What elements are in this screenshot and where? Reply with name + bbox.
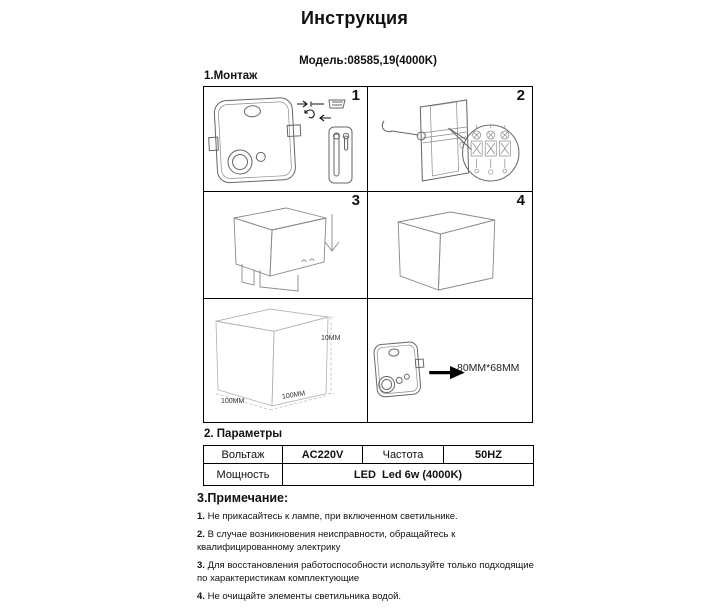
plate-size-panel xyxy=(368,299,532,422)
note-item-2 xyxy=(197,528,542,554)
wiring-terminal-icon xyxy=(368,87,532,191)
step-number: 2 xyxy=(516,87,525,104)
mounting-plate-screws-icon xyxy=(204,87,367,191)
step-2-panel xyxy=(368,87,532,192)
side-b-dimension-label: 100MM xyxy=(281,390,306,401)
step-number: 4 xyxy=(516,192,525,209)
note-item-1 xyxy=(197,510,542,523)
note-item-3 xyxy=(197,559,542,585)
height-dimension-label: 10MM xyxy=(321,335,341,342)
voltage-value-cell: AC220V xyxy=(283,446,363,464)
frequency-value-cell: 50HZ xyxy=(444,446,534,464)
step-number: 3 xyxy=(351,192,360,209)
power-label-cell: Мощность xyxy=(204,464,283,486)
notes-section-heading: 3.Примечание: xyxy=(197,491,289,505)
mounting-plate-size-icon xyxy=(368,299,532,422)
note-text: Для восстановления работоспособности используйте только подходящие по характеристикам комплектующие xyxy=(197,560,534,584)
note-number: 4. xyxy=(197,591,205,602)
plate-size-label: 80MM*68MM xyxy=(457,362,520,374)
step-1-panel xyxy=(204,87,368,192)
model-number: Модель:08585,19(4000K) xyxy=(299,55,437,67)
note-text: Не прикасайтесь к лампе, при включенном светильнике. xyxy=(207,511,458,522)
note-number: 2. xyxy=(197,529,205,540)
montage-section-heading: 1.Монтаж xyxy=(204,70,258,82)
note-number: 1. xyxy=(197,511,205,522)
note-item-4 xyxy=(197,590,542,603)
assembled-cube-icon xyxy=(368,192,532,298)
notes-section xyxy=(197,491,542,608)
attach-fixture-icon xyxy=(204,192,367,298)
page-title: Инструкция xyxy=(300,8,409,28)
frequency-label-cell: Частота xyxy=(363,446,444,464)
power-value-cell: LED Led 6w (4000K) xyxy=(283,464,534,486)
parameters-section-heading: 2. Параметры xyxy=(204,428,283,440)
dimensions-panel xyxy=(204,299,368,422)
parameters-table xyxy=(203,445,534,486)
voltage-label-cell: Вольтаж xyxy=(204,446,283,464)
note-text: В случае возникновения неисправности, обращайтесь к квалифицированному электрику xyxy=(197,529,456,553)
montage-steps-grid xyxy=(203,86,533,423)
step-4-panel xyxy=(368,192,532,299)
step-3-panel xyxy=(204,192,368,299)
note-text: Не очищайте элементы светильника водой. xyxy=(207,591,402,602)
note-number: 3. xyxy=(197,560,205,571)
step-number: 1 xyxy=(351,87,360,104)
side-a-dimension-label: 100MM xyxy=(221,398,245,405)
